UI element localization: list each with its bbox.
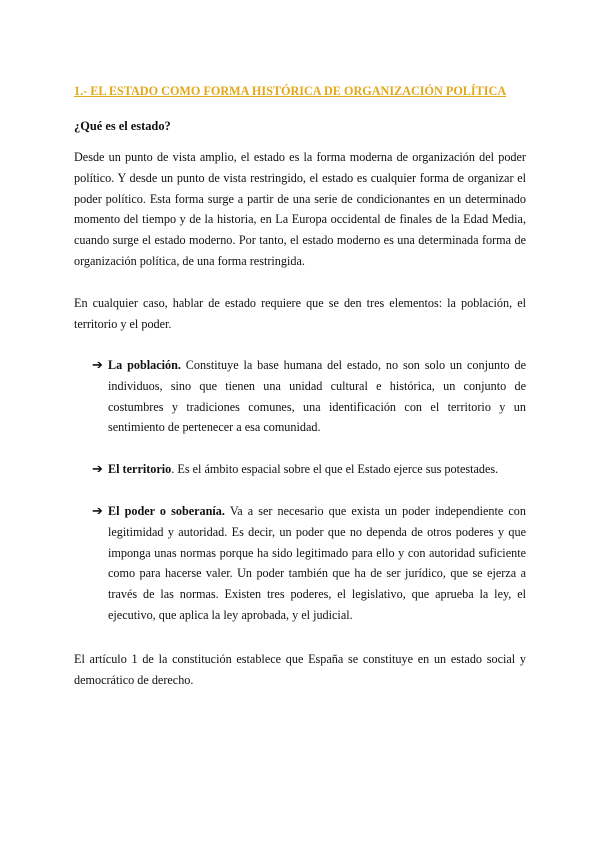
- subheading: ¿Qué es el estado?: [74, 119, 171, 133]
- paragraph-elements: En cualquier caso, hablar de estado requiere que se den tres elementos: la población, el territorio y el poder.: [74, 296, 526, 331]
- list-item: [92, 355, 526, 438]
- list-item: [92, 459, 526, 480]
- bullet-term: La población.: [108, 358, 181, 372]
- arrow-right-icon: ➔: [92, 357, 103, 372]
- bullet-term: El poder o soberanía.: [108, 504, 225, 518]
- bullet-text: [108, 355, 526, 438]
- bullet-text: [108, 501, 526, 626]
- bullet-description: Constituye la base humana del estado, no son solo un conjunto de individuos, sino que tienen una unidad cultural e histórica, un conjunto de costumbres y tradiciones comunes, una identificación con el territorio y un sentimiento de pertenecer a esa comunidad.: [108, 358, 526, 435]
- bullet-text: [108, 459, 526, 480]
- list-item: [92, 501, 526, 626]
- section-heading: 1.- EL ESTADO COMO FORMA HISTÓRICA DE ORGANIZACIÓN POLÍTICA: [74, 84, 507, 98]
- arrow-right-icon: ➔: [92, 503, 103, 518]
- bullet-description: . Es el ámbito espacial sobre el que el Estado ejerce sus potestades.: [171, 462, 499, 476]
- arrow-right-icon: ➔: [92, 461, 103, 476]
- paragraph-constitution: El artículo 1 de la constitución establece que España se constituye en un estado social y democrático de derecho.: [74, 652, 526, 687]
- bullet-description: Va a ser necesario que exista un poder independiente con legitimidad y autoridad. Es decir, un poder que no dependa de otros poderes y que imponga unas normas porque ha sido legitimado para ello y con autoridad suficiente como para hacerse valer. Un poder también que ha de ser jurídico, que se ejerza a través de las normas. Existen tres poderes, el legislativo, que aprueba la ley, el ejecutivo, que aplica la ley aprobada, y el judicial.: [108, 504, 526, 622]
- paragraph-intro: Desde un punto de vista amplio, el estado es la forma moderna de organización del poder político. Y desde un punto de vista restringido, el estado es cualquier forma de organizar el poder político. Esta forma surge a partir de una serie de condicionantes en un determinado momento del tiempo y de la historia, en La Europa occidental de finales de la Edad Media, cuando surge el estado moderno. Por tanto, el estado moderno es una determinada forma de organización política, de una forma restringida.: [74, 150, 526, 268]
- bullet-term: El territorio: [108, 462, 172, 476]
